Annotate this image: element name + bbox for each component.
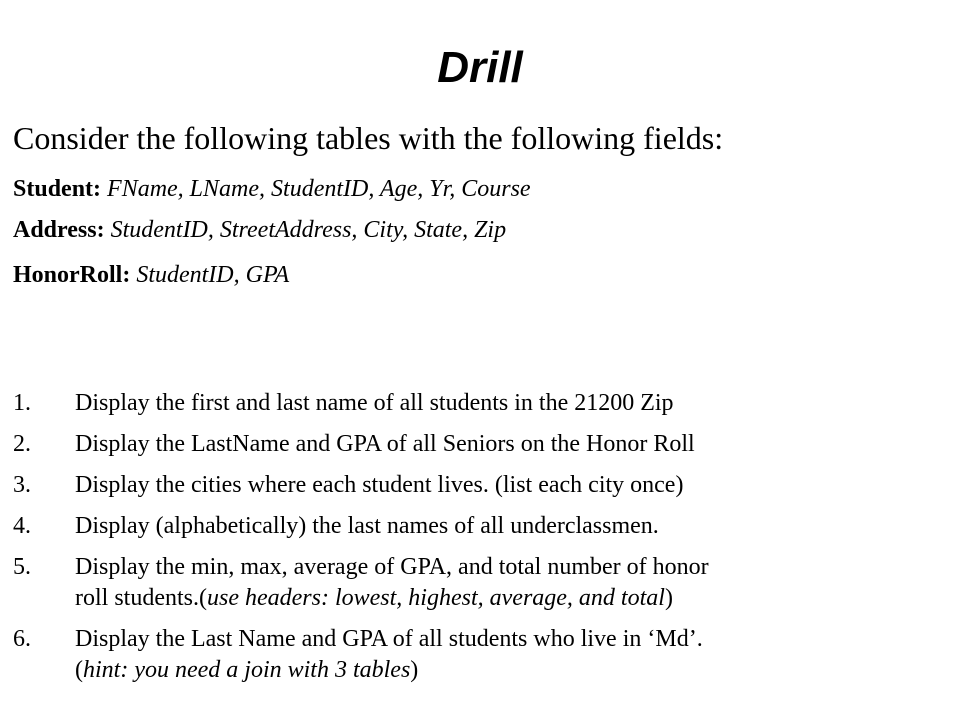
list-item (13, 552, 943, 614)
item-number: 6. (13, 626, 31, 652)
drill-list (13, 388, 943, 696)
item-text: Display (alphabetically) the last names of all underclassmen. (75, 513, 659, 539)
table-fields: FName, LName, StudentID, Age, Yr, Course (107, 176, 531, 202)
item-text-pre: ( (75, 657, 83, 683)
item-text: Display the cities where each student lives. (list each city once) (75, 472, 684, 498)
list-item (13, 470, 943, 501)
item-text-block (75, 552, 943, 614)
item-text: Display the LastName and GPA of all Seniors on the Honor Roll (75, 431, 695, 457)
table-definition-honorroll (13, 260, 289, 290)
item-text: Display the Last Name and GPA of all students who live in ‘Md’. (75, 626, 703, 652)
list-item (13, 511, 943, 542)
item-text-post: ) (410, 657, 419, 683)
item-text-italic: hint: you need a join with 3 tables (83, 657, 411, 683)
item-number: 1. (13, 390, 31, 416)
item-number: 5. (13, 554, 31, 580)
list-item (13, 388, 943, 419)
item-text-pre: roll students.( (75, 585, 207, 611)
item-text-italic: use headers: lowest, highest, average, and total (207, 585, 665, 611)
list-item (13, 429, 943, 460)
item-text-continuation (75, 583, 943, 614)
intro-text: Consider the following tables with the following fields: (13, 120, 724, 156)
table-fields: StudentID, GPA (136, 262, 290, 288)
table-fields: StudentID, StreetAddress, City, State, Zip (110, 217, 507, 243)
item-text: Display the min, max, average of GPA, and total number of honor (75, 554, 709, 580)
item-number: 2. (13, 431, 31, 457)
item-number: 3. (13, 472, 31, 498)
item-text-continuation (75, 655, 943, 686)
table-name: HonorRoll: (13, 262, 131, 288)
list-item (13, 624, 943, 686)
table-definition-address (13, 215, 506, 245)
table-name: Student: (13, 176, 102, 202)
item-text: Display the first and last name of all students in the 21200 Zip (75, 390, 674, 416)
table-name: Address: (13, 217, 105, 243)
slide-title: Drill (437, 43, 523, 92)
table-definition-student (13, 174, 531, 204)
item-number: 4. (13, 513, 31, 539)
item-text-block (75, 624, 943, 686)
item-text-post: ) (664, 585, 673, 611)
